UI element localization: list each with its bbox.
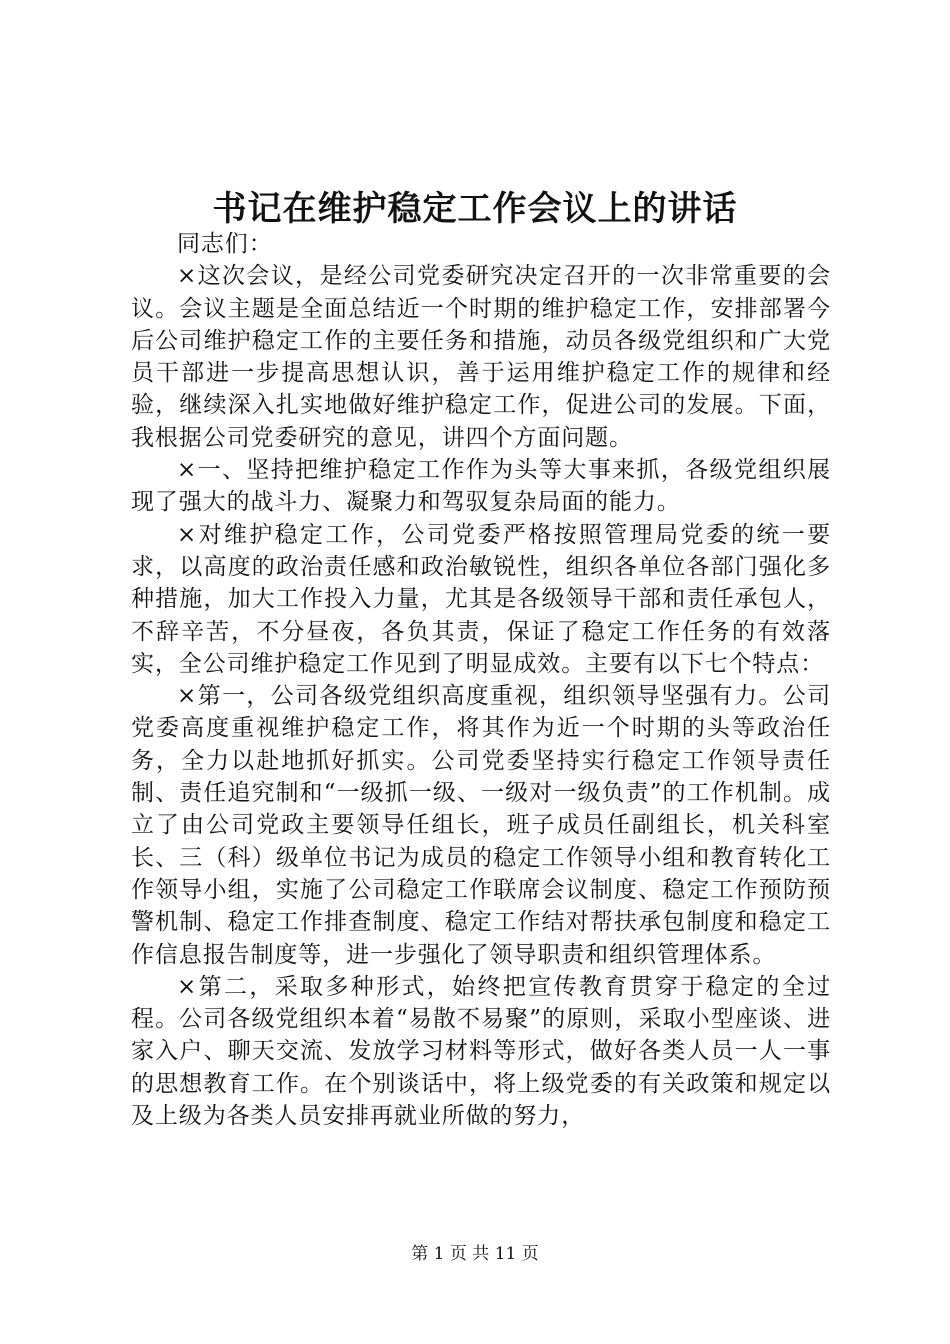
paragraph-overview: ×对维护稳定工作，公司党委严格按照管理局党委的统一要求，以高度的政治责任感和政治敏锐性，组织各单位各部门强化多种措施，加大工作投入力量，尤其是各级领导干部和责任承包人，不辞辛苦，不分昼夜，各负其责，保证了稳定工作任务的有效落实，全公司维护稳定工作见到了明显成效。主要有以下七个特点： [131,521,831,677]
paragraph-intro: ×这次会议，是经公司党委研究决定召开的一次非常重要的会议。会议主题是全面总结近一个时期的维护稳定工作，安排部署今后公司维护稳定工作的主要任务和措施，动员各级党组织和广大党员干部进一步提高思想认识，善于运用维护稳定工作的规律和经验，继续深入扎实地做好维护稳定工作，促进公司的发展。下面，我根据公司党委研究的意见，讲四个方面问题。 [131,263,831,451]
document-title: 书记在维护稳定工作会议上的讲话 [212,189,738,229]
paragraph-section-one-heading: ×一、坚持把维护稳定工作作为头等大事来抓，各级党组织展现了强大的战斗力、凝聚力和驾驭复杂局面的能力。 [131,457,831,516]
page-footer: 第 1 页 共 11 页 [411,1244,539,1264]
document-body [131,228,831,1132]
paragraph-salutation: 同志们： [177,231,273,257]
paragraph-point-one: ×第一，公司各级党组织高度重视，组织领导坚强有力。公司党委高度重视维护稳定工作，将其作为近一个时期的头等政治任务，全力以赴地抓好抓实。公司党委坚持实行稳定工作领导责任制、责任追究制和“一级抓一级、一级对一级负责”的工作机制。成立了由公司党政主要领导任组长，班子成员任副组长，机关科室长、三（科）级单位书记为成员的稳定工作领导小组和教育转化工作领导小组，实施了公司稳定工作联席会议制度、稳定工作预防预警机制、稳定工作排查制度、稳定工作结对帮扶承包制度和稳定工作信息报告制度等，进一步强化了领导职责和组织管理体系。 [131,683,831,968]
paragraph-point-two: ×第二，采取多种形式，始终把宣传教育贯穿于稳定的全过程。公司各级党组织本着“易散不易聚”的原则，采取小型座谈、进家入户、聊天交流、发放学习材料等形式，做好各类人员一人一事的思想教育工作。在个别谈话中，将上级党委的有关政策和规定以及上级为各类人员安排再就业所做的努力， [131,973,831,1130]
